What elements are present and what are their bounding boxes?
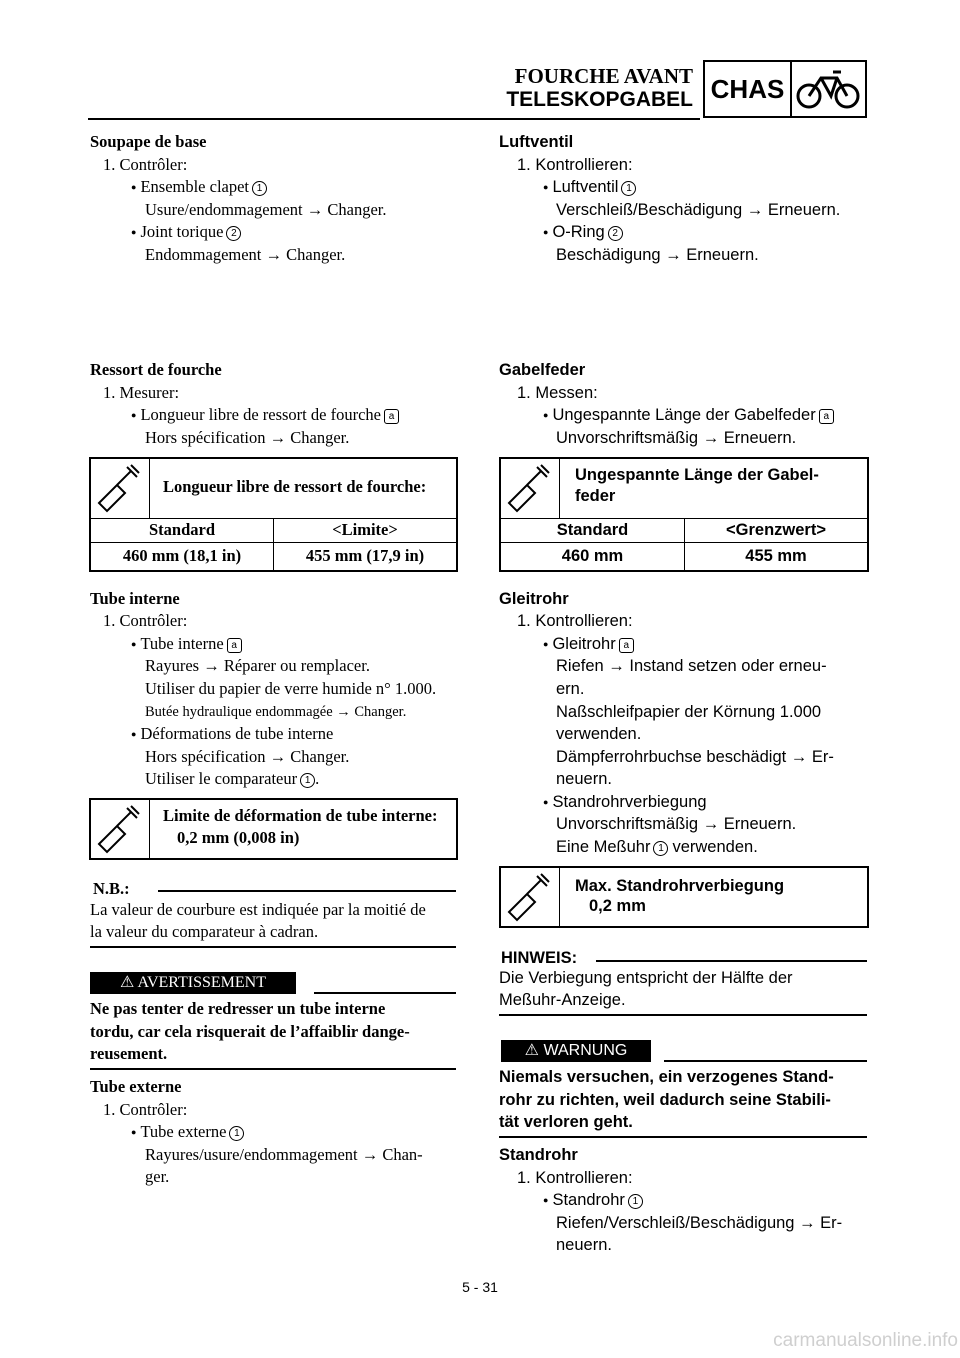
list-detail: Naßschleifpapier der Körnung 1.000 <box>556 703 822 721</box>
spec-title: Max. Standrohrverbiegung <box>575 877 785 895</box>
warning-text: reusement. <box>90 1044 168 1063</box>
list-detail: neuern. <box>556 1236 612 1254</box>
section-title: Soupape de base <box>90 132 207 151</box>
list-item: ● Ungespannte Länge der Gabelfeder a <box>543 405 834 427</box>
spec-col-header: Standard <box>148 520 216 539</box>
warning-text: rohr zu richten, weil dadurch seine Stabili- <box>499 1091 831 1109</box>
section-badge <box>703 60 867 118</box>
step: 1. Kontrollieren: <box>517 156 633 174</box>
list-detail: Utiliser le comparateur 1 . <box>145 769 320 788</box>
list-item: ● Standrohrverbiegung <box>543 792 707 814</box>
list-detail: neuern. <box>556 770 612 788</box>
list-detail: Rayures/usure/endommagement → Chan- <box>145 1145 423 1164</box>
spec-col-header: <Grenzwert> <box>726 521 826 539</box>
warning-badge: ⚠ WARNUNG <box>501 1040 651 1062</box>
header-title-fr: FOURCHE AVANT <box>514 64 693 88</box>
note-text: La valeur de courbure est indiquée par la moitié de <box>90 900 426 919</box>
section-title: Tube externe <box>90 1077 182 1096</box>
list-item: ● Standrohr 1 <box>543 1190 643 1212</box>
list-detail: Butée hydraulique endommagée → Changer. <box>145 704 407 720</box>
spec-value: 455 mm (17,9 in) <box>305 546 425 565</box>
wrench-icon <box>91 459 150 519</box>
warning-text: tordu, car cela risquerait de l’affaiblir dange- <box>90 1022 410 1041</box>
spec-title: Longueur libre de ressort de fourche: <box>163 477 427 496</box>
list-item: ● Tube externe 1 <box>131 1122 244 1144</box>
step: 1. Contrôler: <box>103 1100 188 1119</box>
list-detail: Rayures → Réparer ou remplacer. <box>145 656 370 675</box>
motorcycle-icon <box>793 66 863 112</box>
list-item: ● Ensemble clapet 1 <box>131 177 267 199</box>
list-detail: Eine Meßuhr 1 verwenden. <box>556 838 758 856</box>
watermark: carmanualsonline.info <box>773 1330 958 1351</box>
spec-box <box>499 866 869 928</box>
header-rule <box>88 118 700 120</box>
spec-value: 0,2 mm (0,008 in) <box>177 828 300 847</box>
list-item: ● Longueur libre de ressort de fourche a <box>131 405 399 427</box>
step: 1. Mesurer: <box>103 383 180 402</box>
step: 1. Messen: <box>517 384 598 402</box>
warning-icon: ⚠ <box>524 1042 544 1059</box>
warning-text: Niemals versuchen, ein verzogenes Stand- <box>499 1068 834 1086</box>
note-label: HINWEIS: <box>501 949 578 967</box>
spec-value: 0,2 mm <box>589 897 646 915</box>
list-item: ● O-Ring 2 <box>543 222 623 244</box>
page-number: 5 - 31 <box>462 1279 498 1295</box>
wrench-icon <box>91 800 150 858</box>
list-detail: Endommagement → Changer. <box>145 245 346 264</box>
section-title: Ressort de fourche <box>90 360 222 379</box>
spec-value: 460 mm <box>561 547 624 565</box>
warning-badge: ⚠ AVERTISSEMENT <box>90 972 296 994</box>
spec-box <box>499 457 869 572</box>
spec-box <box>89 798 458 860</box>
wrench-icon <box>501 459 560 519</box>
step: 1. Contrôler: <box>103 155 188 174</box>
note-text: Die Verbiegung entspricht der Hälfte der <box>499 969 793 987</box>
spec-col-header: <Limite> <box>332 520 398 539</box>
list-detail: Hors spécification → Changer. <box>145 428 350 447</box>
note-label: N.B.: <box>93 879 130 898</box>
list-detail: Dämpferrohrbuchse beschädigt → Er- <box>556 748 834 766</box>
list-detail: Unvorschriftsmäßig → Erneuern. <box>556 429 797 447</box>
spec-value: 460 mm (18,1 in) <box>122 546 242 565</box>
list-detail: Riefen → Instand setzen oder erneu- <box>556 657 827 675</box>
section-title: Tube interne <box>90 589 180 608</box>
list-detail: Hors spécification → Changer. <box>145 747 350 766</box>
list-detail: ern. <box>556 680 585 698</box>
warning-text: Ne pas tenter de redresser un tube interne <box>90 999 386 1018</box>
spec-value: 455 mm <box>745 547 807 565</box>
spec-col-header: Standard <box>556 521 629 539</box>
spec-title: Limite de déformation de tube interne: <box>163 806 438 825</box>
list-detail: ger. <box>145 1167 170 1186</box>
list-item: ● Gleitrohr a <box>543 634 634 656</box>
spec-title: feder <box>575 487 616 505</box>
section-title: Standrohr <box>499 1146 578 1164</box>
list-item: ● Luftventil 1 <box>543 177 636 199</box>
section-title: Gabelfeder <box>499 361 586 379</box>
header-title-de: TELESKOPGABEL <box>506 88 693 111</box>
spec-box <box>89 457 458 572</box>
section-badge-label: CHAS <box>705 62 792 116</box>
list-detail: Usure/endommagement → Changer. <box>145 200 387 219</box>
note-text: Meßuhr-Anzeige. <box>499 991 626 1009</box>
list-detail: Verschleiß/Beschädigung → Erneuern. <box>556 201 841 219</box>
warning-icon: ⚠ <box>120 974 138 991</box>
list-detail: Riefen/Verschleiß/Beschädigung → Er- <box>556 1214 843 1232</box>
list-detail: Utiliser du papier de verre humide n° 1.000. <box>145 679 437 698</box>
step: 1. Kontrollieren: <box>517 612 633 630</box>
list-detail: Unvorschriftsmäßig → Erneuern. <box>556 815 797 833</box>
step: 1. Kontrollieren: <box>517 1169 633 1187</box>
section-title: Luftventil <box>499 133 574 151</box>
wrench-icon <box>501 868 560 926</box>
section-title: Gleitrohr <box>499 590 569 608</box>
list-item: ● Joint torique 2 <box>131 222 241 244</box>
spec-title: Ungespannte Länge der Gabel- <box>575 466 819 484</box>
list-detail: Beschädigung → Erneuern. <box>556 246 759 264</box>
list-detail: verwenden. <box>556 725 642 743</box>
step: 1. Contrôler: <box>103 611 188 630</box>
warning-text: tät verloren geht. <box>499 1113 633 1131</box>
note-text: la valeur du comparateur à cadran. <box>90 922 319 941</box>
list-item: ● Déformations de tube interne <box>131 724 333 746</box>
list-item: ● Tube interne a <box>131 634 242 656</box>
